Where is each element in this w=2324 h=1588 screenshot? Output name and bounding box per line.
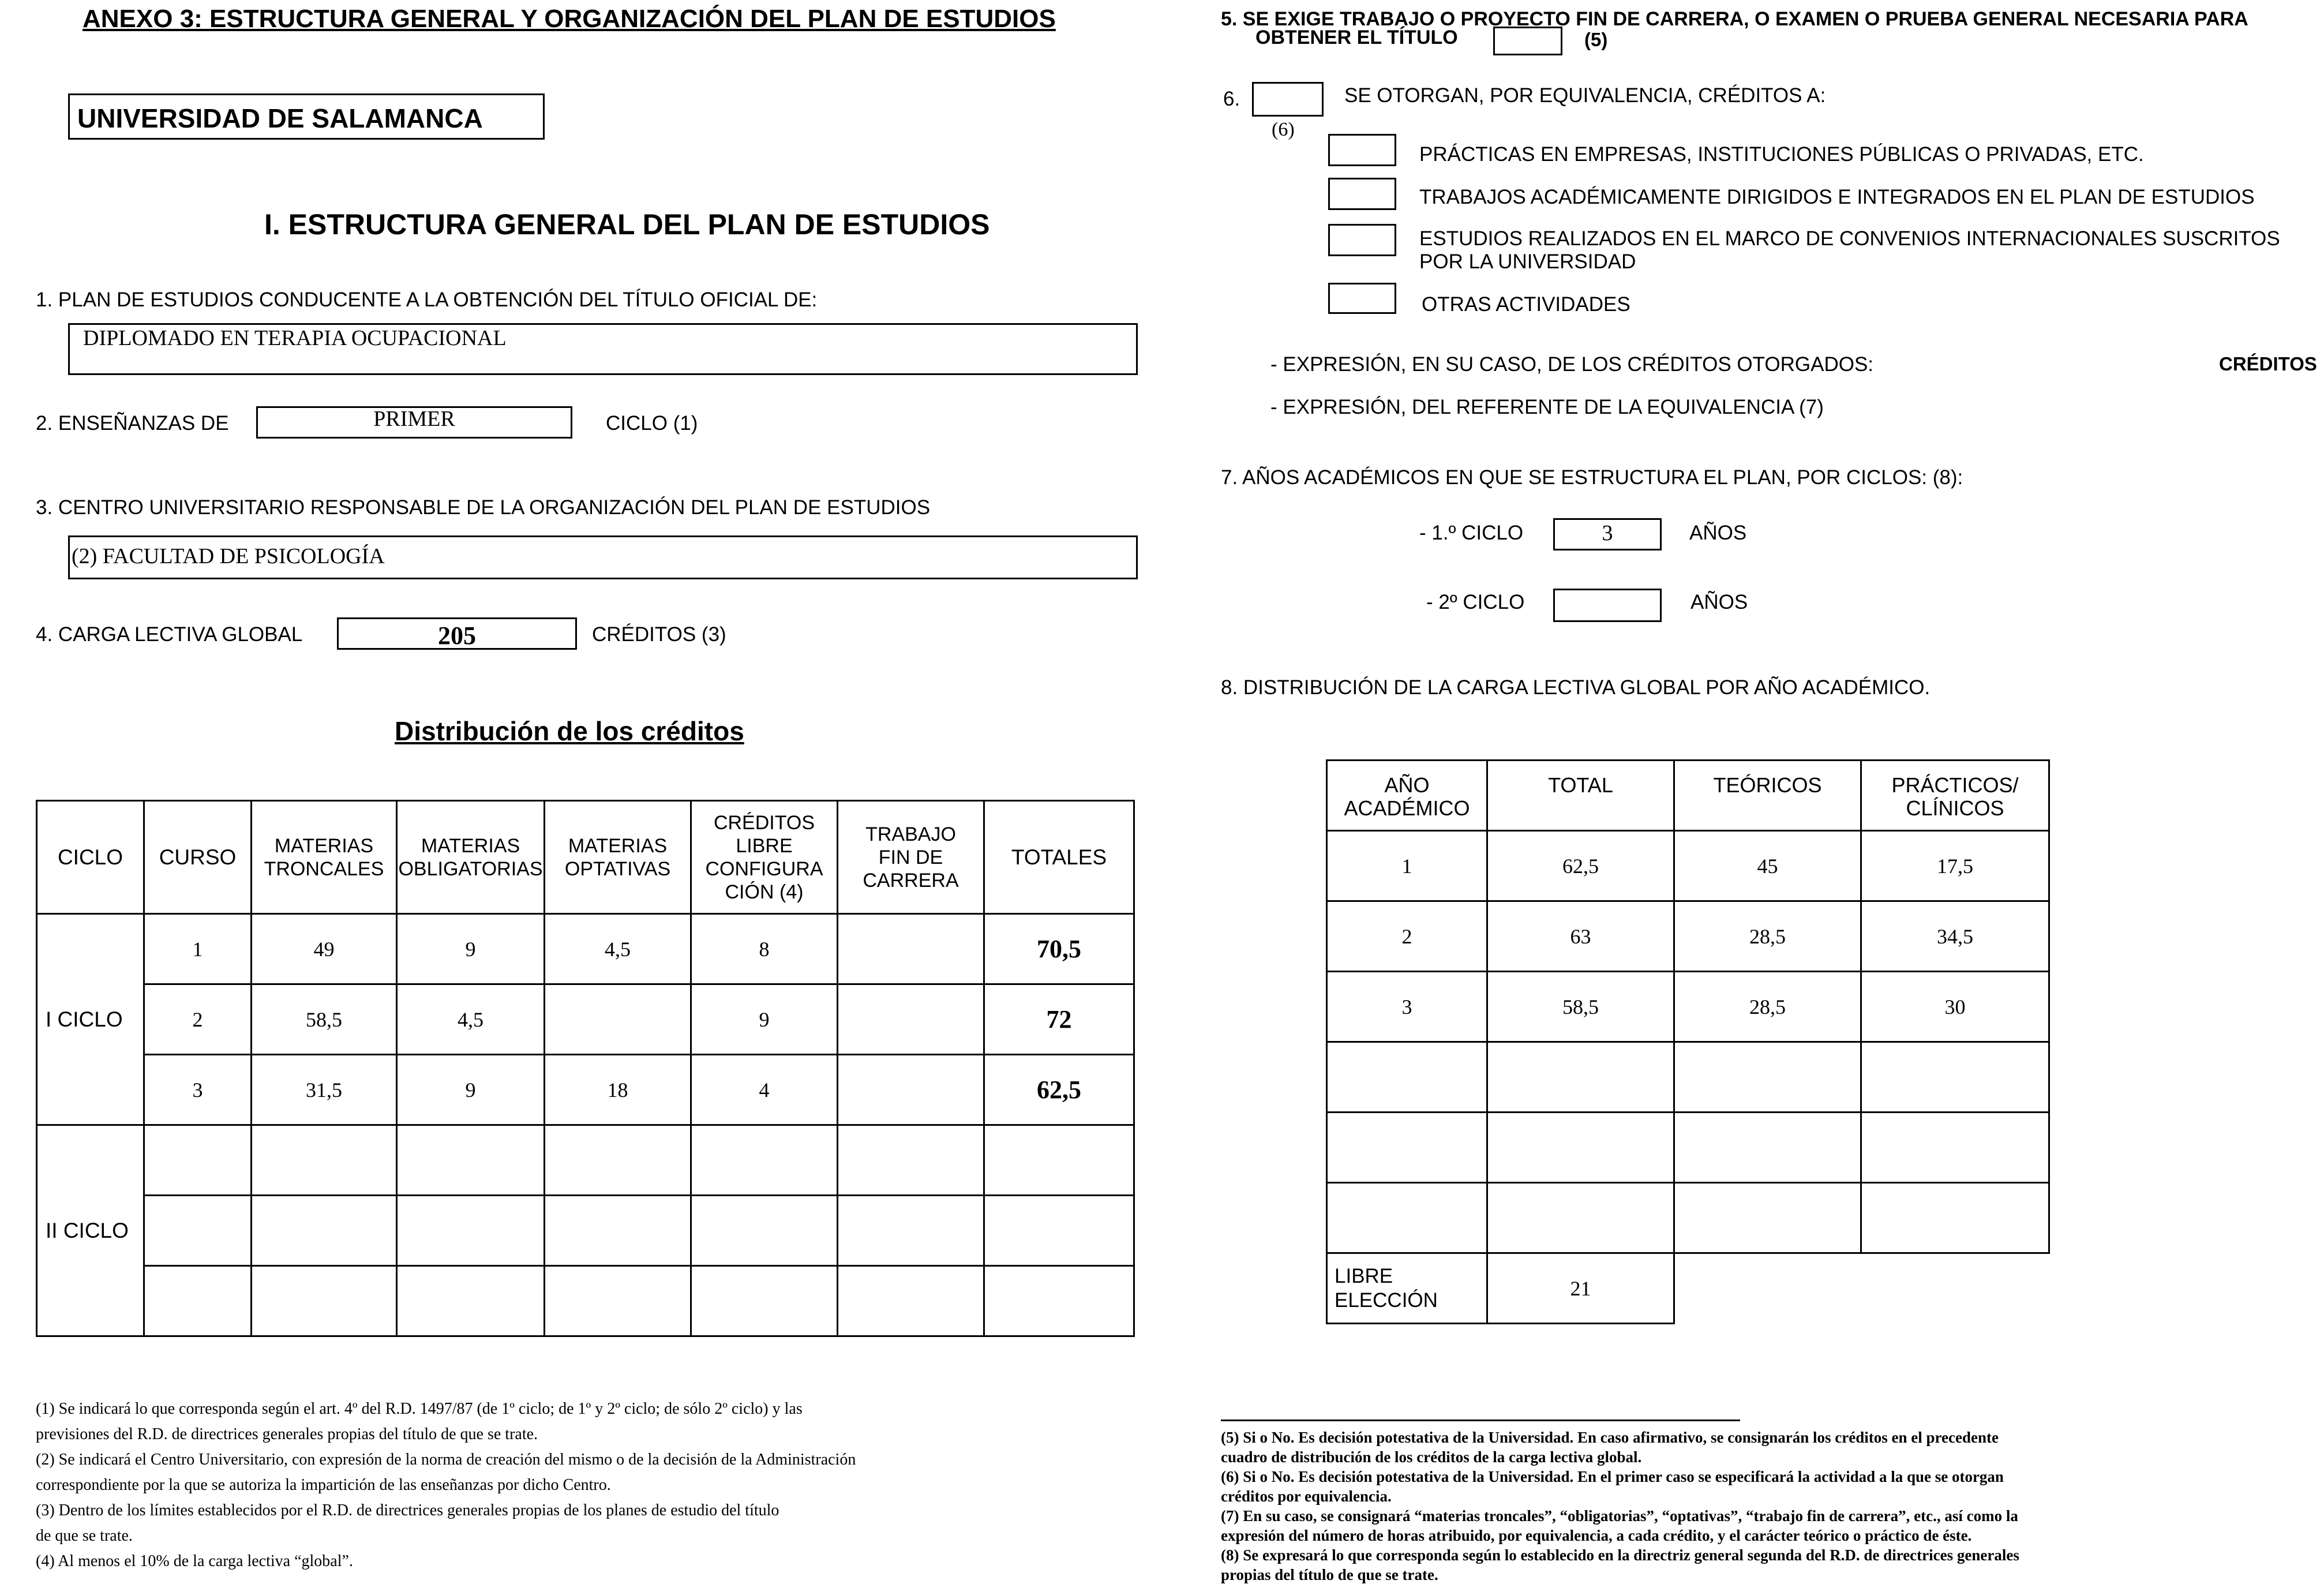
header-obligatorias: MATERIAS OBLIGATORIAS	[397, 801, 545, 914]
cell-trabajo	[838, 1055, 984, 1125]
item6-checkbox[interactable]	[1252, 82, 1324, 117]
cell-empty	[545, 1196, 691, 1266]
cell-empty	[1327, 1183, 1487, 1253]
header-anio: AÑO ACADÉMICO	[1327, 761, 1487, 831]
header-troncales: MATERIAS TRONCALES	[252, 801, 397, 914]
cell-libre-value: 21	[1487, 1253, 1674, 1324]
header-optativas: MATERIAS OPTATIVAS	[545, 801, 691, 914]
cell-empty	[144, 1125, 252, 1196]
header-libre-configuracion: CRÉDITOS LIBRE CONFIGURA CIÓN (4)	[691, 801, 838, 914]
cell-obligatorias: 4,5	[397, 984, 545, 1055]
cell-practicos: 34,5	[1861, 901, 2049, 972]
footnote-line: (6) Si o No. Es decisión potestativa de la Universidad. En el primer caso se especificará la actividad a la que se otorgan	[1221, 1468, 2004, 1485]
item1-value: DIPLOMADO EN TERAPIA OCUPACIONAL	[83, 326, 507, 350]
cell-empty	[838, 1266, 984, 1336]
cell-empty	[397, 1266, 545, 1336]
cell-empty	[252, 1125, 397, 1196]
footnote-line: (2) Se indicará el Centro Universitario, con expresión de la norma de creación del mismo o de la decisión de la Administración	[36, 1451, 856, 1469]
section-title: I. ESTRUCTURA GENERAL DEL PLAN DE ESTUDIOS	[264, 208, 990, 241]
cell-libre: 9	[691, 984, 838, 1055]
year-distribution-table	[1326, 759, 2050, 1324]
option-trabajos: TRABAJOS ACADÉMICAMENTE DIRIGIDOS E INTEGRADOS EN EL PLAN DE ESTUDIOS	[1419, 186, 2255, 208]
option-box-trabajos[interactable]	[1328, 178, 1396, 210]
footnote-line: (1) Se indicará lo que corresponda según el art. 4º del R.D. 1497/87 (de 1º ciclo; de 1º y 2º ciclo; de sólo 2º ciclo) y las	[36, 1400, 803, 1418]
table-row	[1327, 1183, 2049, 1253]
item7-cycle1-label: - 1.º CICLO	[1419, 522, 1524, 544]
cell-libre: 4	[691, 1055, 838, 1125]
item6-number: 6.	[1223, 88, 1240, 110]
item7-cycle2-box	[1553, 589, 1662, 622]
cell-blank	[1674, 1253, 1861, 1324]
cell-totales: 70,5	[984, 914, 1134, 984]
expression-equivalence: - EXPRESIÓN, DEL REFERENTE DE LA EQUIVALENCIA (7)	[1270, 396, 1824, 418]
item4-label: 4. CARGA LECTIVA GLOBAL	[36, 623, 303, 646]
cell-empty	[691, 1125, 838, 1196]
item3-value: (2) FACULTAD DE PSICOLOGÍA	[72, 544, 385, 568]
option-box-practicas[interactable]	[1328, 134, 1396, 166]
cell-empty	[252, 1266, 397, 1336]
cell-empty	[984, 1196, 1134, 1266]
header-ciclo: CICLO	[37, 801, 144, 914]
table-row	[37, 1196, 1134, 1266]
table-row	[37, 1055, 1134, 1125]
cell-troncales: 49	[252, 914, 397, 984]
cell-empty	[984, 1125, 1134, 1196]
cell-totales: 62,5	[984, 1055, 1134, 1125]
table-row	[1327, 901, 2049, 972]
credit-distribution-table	[36, 800, 1135, 1337]
table-row	[37, 984, 1134, 1055]
cell-empty	[691, 1266, 838, 1336]
cell-empty	[144, 1196, 252, 1266]
cell-empty	[1861, 1113, 2049, 1183]
header-teoricos: TEÓRICOS	[1674, 761, 1861, 831]
item6-label: SE OTORGAN, POR EQUIVALENCIA, CRÉDITOS A:	[1344, 84, 1826, 107]
item7-label: 7. AÑOS ACADÉMICOS EN QUE SE ESTRUCTURA EL PLAN, POR CICLOS: (8):	[1221, 466, 1963, 489]
item8-label: 8. DISTRIBUCIÓN DE LA CARGA LECTIVA GLOBAL POR AÑO ACADÉMICO.	[1221, 676, 1931, 699]
cell-teoricos: 28,5	[1674, 972, 1861, 1042]
cell-teoricos: 45	[1674, 831, 1861, 901]
item5-line1: 5. SE EXIGE TRABAJO O PROYECTO FIN DE CARRERA, O EXAMEN O PRUEBA GENERAL NECESARIA PARA	[1221, 8, 2248, 30]
cell-empty	[144, 1266, 252, 1336]
cell-empty	[1674, 1113, 1861, 1183]
cell-libre-label: LIBRE ELECCIÓN	[1327, 1253, 1487, 1324]
cell-optativas	[545, 984, 691, 1055]
table-row	[1327, 1042, 2049, 1113]
ciclo2-label: II CICLO	[37, 1125, 144, 1336]
cell-practicos: 17,5	[1861, 831, 2049, 901]
cell-curso: 2	[144, 984, 252, 1055]
item2-suffix: CICLO (1)	[606, 412, 698, 435]
cell-total: 58,5	[1487, 972, 1674, 1042]
table-row	[1327, 1113, 2049, 1183]
cell-optativas: 18	[545, 1055, 691, 1125]
cell-empty	[1327, 1042, 1487, 1113]
cell-curso: 3	[144, 1055, 252, 1125]
option-box-otras[interactable]	[1328, 283, 1396, 314]
footnote-divider	[1221, 1420, 1740, 1421]
footnote-line: expresión del número de horas atribuido, por equivalencia, a cada crédito, y el carácter teórico o práctico de éste.	[1221, 1527, 1972, 1544]
item2-label: 2. ENSEÑANZAS DE	[36, 412, 229, 435]
cell-libre: 8	[691, 914, 838, 984]
cell-empty	[397, 1125, 545, 1196]
item4-suffix: CRÉDITOS (3)	[592, 623, 726, 646]
cell-empty	[252, 1196, 397, 1266]
footnote-line: cuadro de distribución de los créditos de la carga lectiva global.	[1221, 1448, 1642, 1466]
cell-trabajo	[838, 984, 984, 1055]
footnote-line: de que se trate.	[36, 1527, 133, 1545]
cell-practicos: 30	[1861, 972, 2049, 1042]
cell-empty	[838, 1125, 984, 1196]
cell-troncales: 58,5	[252, 984, 397, 1055]
cell-empty	[984, 1266, 1134, 1336]
table-row	[37, 1125, 1134, 1196]
cell-empty	[1327, 1113, 1487, 1183]
option-convenios-line1: ESTUDIOS REALIZADOS EN EL MARCO DE CONVENIOS INTERNACIONALES SUSCRITOS	[1419, 227, 2280, 250]
cell-empty	[397, 1196, 545, 1266]
cell-obligatorias: 9	[397, 914, 545, 984]
header-trabajo-fin-carrera: TRABAJO FIN DE CARRERA	[838, 801, 984, 914]
option-otras: OTRAS ACTIVIDADES	[1422, 293, 1630, 316]
cell-trabajo	[838, 914, 984, 984]
cell-empty	[1674, 1183, 1861, 1253]
item7-cycle1-value: 3	[1602, 521, 1613, 545]
footnote-line: (8) Se expresará lo que corresponda según lo establecido en la directriz general segunda del R.D. de directrices generales	[1221, 1546, 2019, 1564]
expression-credits-suffix: CRÉDITOS	[2219, 353, 2317, 374]
item7-years2: AÑOS	[1690, 591, 1748, 613]
footnote-line: créditos por equivalencia.	[1221, 1488, 1392, 1505]
footnote-line: correspondiente por la que se autoriza la impartición de las enseñanzas por dicho Centro.	[36, 1476, 611, 1494]
cell-blank	[1861, 1253, 2049, 1324]
item6-ref: (6)	[1272, 119, 1295, 140]
cell-empty	[1487, 1183, 1674, 1253]
annex-title: ANEXO 3: ESTRUCTURA GENERAL Y ORGANIZACIÓN DEL PLAN DE ESTUDIOS	[83, 5, 1056, 33]
cell-anio: 1	[1327, 831, 1487, 901]
footnote-line: (4) Al menos el 10% de la carga lectiva “global”.	[36, 1552, 353, 1570]
footnote-line: (7) En su caso, se consignará “materias troncales”, “obligatorias”, “optativas”, “trabajo fin de carrera”, etc., así como la	[1221, 1507, 2018, 1525]
item3-label: 3. CENTRO UNIVERSITARIO RESPONSABLE DE LA ORGANIZACIÓN DEL PLAN DE ESTUDIOS	[36, 496, 931, 519]
header-curso: CURSO	[144, 801, 252, 914]
table-header-row	[37, 801, 1134, 914]
cell-teoricos: 28,5	[1674, 901, 1861, 972]
item7-years1: AÑOS	[1689, 522, 1747, 544]
footnote-line: previsiones del R.D. de directrices generales propias del título de que se trate.	[36, 1425, 538, 1443]
table-row-libre	[1327, 1253, 2049, 1324]
cell-empty	[545, 1125, 691, 1196]
cell-curso: 1	[144, 914, 252, 984]
footnote-line: (3) Dentro de los límites establecidos por el R.D. de directrices generales propias de los planes de estudio del título	[36, 1501, 779, 1519]
cell-totales: 72	[984, 984, 1134, 1055]
option-box-convenios[interactable]	[1328, 224, 1396, 256]
header-totales: TOTALES	[984, 801, 1134, 914]
item4-value: 205	[438, 621, 476, 650]
item5-ref: (5)	[1584, 29, 1608, 50]
ciclo1-label: I CICLO	[37, 914, 144, 1125]
table-header-row	[1327, 761, 2049, 831]
cell-obligatorias: 9	[397, 1055, 545, 1125]
cell-total: 62,5	[1487, 831, 1674, 901]
table-row	[37, 1266, 1134, 1336]
header-practicos: PRÁCTICOS/ CLÍNICOS	[1861, 761, 2049, 831]
cell-total: 63	[1487, 901, 1674, 972]
item5-checkbox[interactable]	[1493, 27, 1562, 55]
header-total: TOTAL	[1487, 761, 1674, 831]
cell-empty	[691, 1196, 838, 1266]
cell-empty	[838, 1196, 984, 1266]
cell-troncales: 31,5	[252, 1055, 397, 1125]
footnote-line: propias del título de que se trate.	[1221, 1566, 1438, 1583]
cell-anio: 2	[1327, 901, 1487, 972]
item7-cycle2-label: - 2º CICLO	[1426, 591, 1525, 613]
item5-line2: OBTENER EL TÍTULO	[1255, 27, 1458, 48]
footnote-line: (5) Si o No. Es decisión potestativa de la Universidad. En caso afirmativo, se consignarán los créditos en el precedente	[1221, 1429, 1999, 1446]
table-row	[1327, 831, 2049, 901]
item2-value: PRIMER	[373, 407, 455, 431]
expression-credits: - EXPRESIÓN, EN SU CASO, DE LOS CRÉDITOS OTORGADOS:	[1270, 353, 1874, 376]
cell-empty	[1487, 1042, 1674, 1113]
cell-empty	[1861, 1183, 2049, 1253]
option-practicas: PRÁCTICAS EN EMPRESAS, INSTITUCIONES PÚBLICAS O PRIVADAS, ETC.	[1419, 143, 2144, 166]
cell-empty	[1861, 1042, 2049, 1113]
cell-empty	[1487, 1113, 1674, 1183]
cell-anio: 3	[1327, 972, 1487, 1042]
cell-empty	[1674, 1042, 1861, 1113]
table-row	[1327, 972, 2049, 1042]
option-convenios-line2: POR LA UNIVERSIDAD	[1419, 250, 1636, 273]
cell-optativas: 4,5	[545, 914, 691, 984]
distribution-title: Distribución de los créditos	[395, 716, 744, 746]
item1-label: 1. PLAN DE ESTUDIOS CONDUCENTE A LA OBTENCIÓN DEL TÍTULO OFICIAL DE:	[36, 289, 818, 311]
university-name: UNIVERSIDAD DE SALAMANCA	[77, 103, 483, 133]
cell-empty	[545, 1266, 691, 1336]
table-row	[37, 914, 1134, 984]
